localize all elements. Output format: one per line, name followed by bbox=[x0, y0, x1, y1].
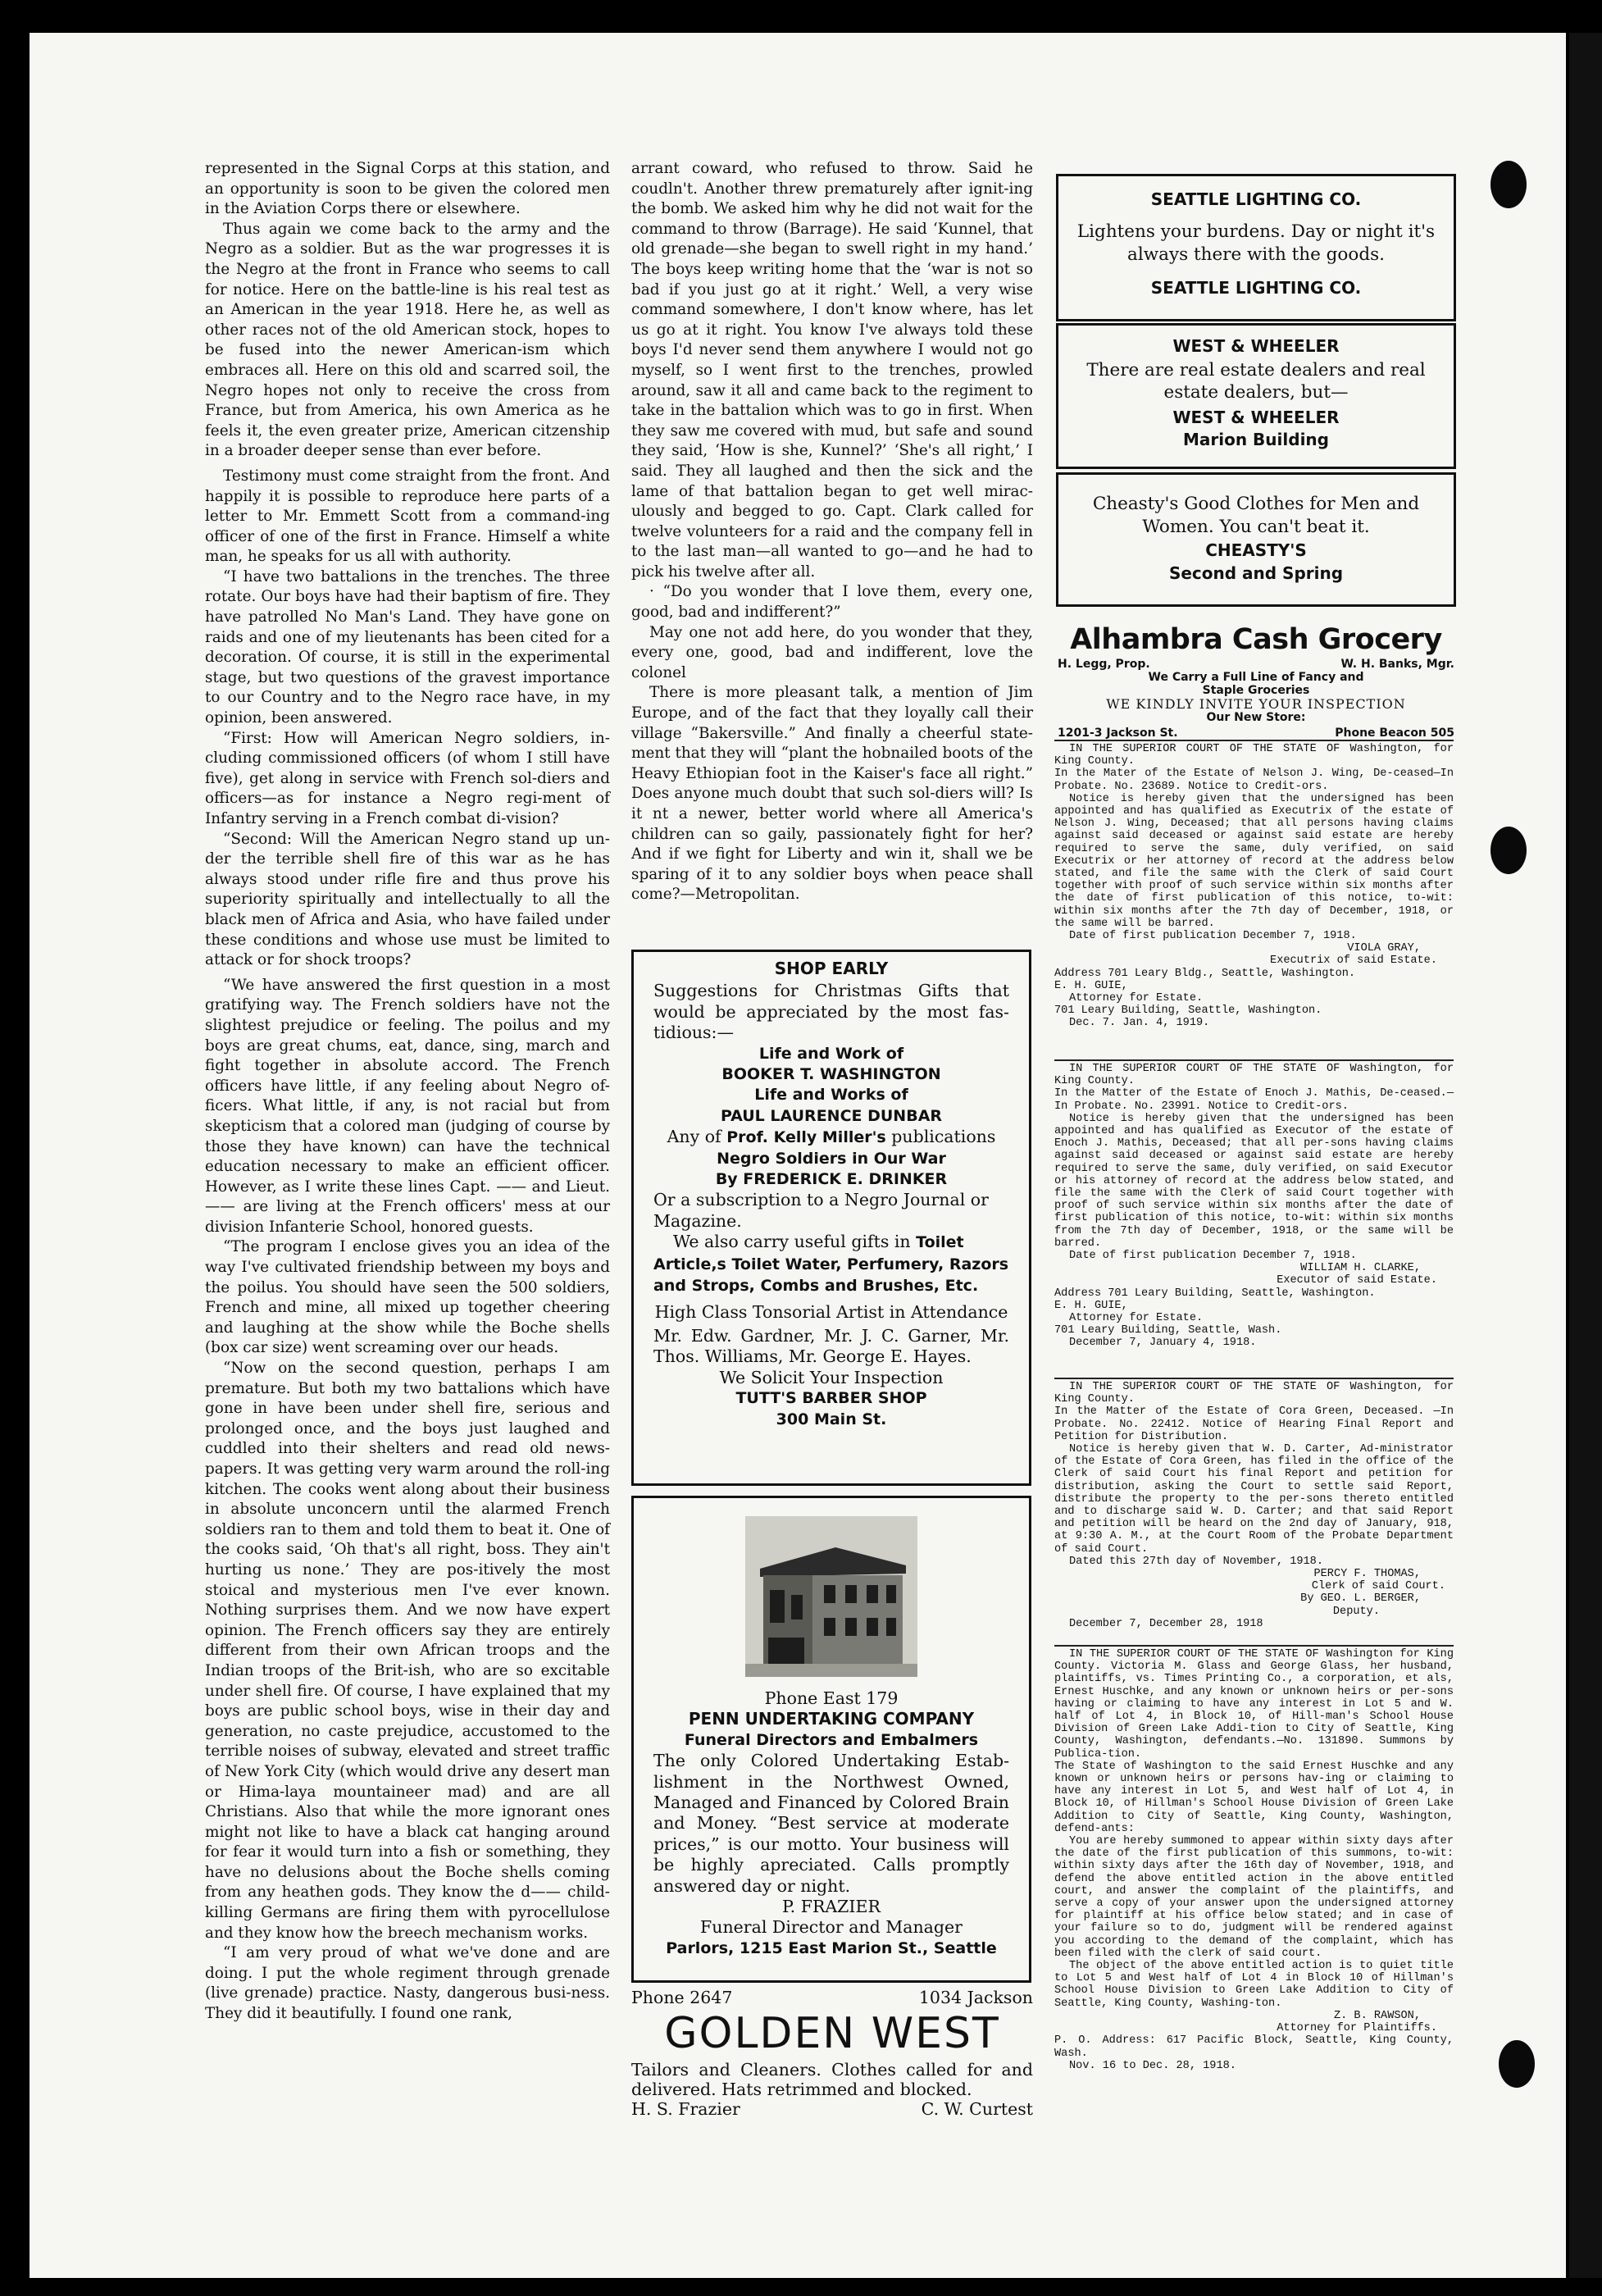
notice-by: By GEO. L. BERGER, bbox=[1300, 1592, 1421, 1606]
article-column-1 bbox=[205, 159, 610, 2025]
ad-text: We also carry useful gifts in bbox=[673, 1232, 911, 1252]
penn-subtitle: Funeral Directors and Embalmers bbox=[684, 1730, 979, 1749]
ad-body: Lightens your burdens. Day or night it's always there with the goods. bbox=[1076, 221, 1436, 265]
notice-address: P. O. Address: 617 Pacific Block, Seattle, King County, Wash. bbox=[1054, 2034, 1454, 2060]
store-address: 1201-3 Jackson St. bbox=[1058, 727, 1178, 740]
notice-dates: Nov. 16 to Dec. 28, 1918. bbox=[1069, 2059, 1236, 2072]
notice-signer: Z. B. RAWSON, bbox=[1333, 2009, 1421, 2022]
store-phone: Phone Beacon 505 bbox=[1335, 727, 1454, 740]
shop-name: TUTT'S BARBER SHOP bbox=[735, 1389, 927, 1408]
binding-hole bbox=[1490, 161, 1527, 208]
notice-attorney-address: 701 Leary Building, Seattle, Washington. bbox=[1054, 1004, 1322, 1018]
notice-heading: IN THE SUPERIOR COURT OF THE STATE OF Washington, for King County. bbox=[1054, 1381, 1454, 1406]
notice-attorney: E. H. GUIE, bbox=[1054, 1299, 1128, 1312]
owner-name: H. S. Frazier bbox=[631, 2099, 740, 2119]
divider bbox=[1054, 740, 1454, 741]
ad-footer: WEST & WHEELER bbox=[1172, 408, 1340, 427]
ad-title: SEATTLE LIGHTING CO. bbox=[1150, 189, 1362, 209]
article-column-2 bbox=[631, 159, 1033, 905]
article-paragraph: arrant coward, who refused to throw. Said he coudln't. Another threw prematurely after ignit-ing the bomb. We asked him why he did not wait for the command to throw (Barrage). He said ‘Kunnel, that old grenade—she began to swell right in my hand.’ The boys keep writing home that the ‘war is not so bad if you just go at it right.’ Well, a very wise command somewhere, I don't know where, has let us go at it right. You know I've always told these boys I'd never send them anywhere I would not go myself, so I went first to the trenches, prowled around, saw it all and came back to the regiment to take in the battalion which was to go in first. When they saw me covered with mud, but safe and sound they said, ‘How is she, Kunnel?’ ‘She's all right,’ I said. They all laughed and then the sick and the lame of that battalion began to get well mirac-ulously and begged to go. Capt. Clark called for twelve volunteers for a raid and the company fell in to the last man—all wanted to go—and he had to pick his twelve after all. bbox=[631, 160, 1033, 581]
building-illustration bbox=[745, 1516, 917, 1677]
penn-director-title: Funeral Director and Manager bbox=[700, 1917, 963, 1938]
proprietor: H. Legg, Prop. bbox=[1058, 658, 1150, 671]
notice-signer: PERCY F. THOMAS, bbox=[1313, 1568, 1421, 1581]
ad-line: Our New Store: bbox=[1206, 711, 1306, 724]
legal-notice-wing bbox=[1054, 743, 1454, 1030]
legal-notice-glass bbox=[1054, 1648, 1454, 2072]
ad-title: Alhambra Cash Grocery bbox=[1070, 623, 1442, 656]
golden-west-ad bbox=[631, 1988, 1033, 2119]
divider bbox=[1054, 1059, 1454, 1061]
golden-west-header bbox=[631, 1988, 1033, 2007]
notice-body: Notice is hereby given that W. D. Carter, Ad-ministrator of the Estate of Cora Green, has filed in the office of the Clerk of said Court his final Report and petition for distribution, asking the Court to settle said Report, distribute the property to the per-sons thereto entitled and to discharge said W. D. Carter; and that said Report and petition will be heard on the 2nd day of January, 918, at 9:30 A. M., at the Court Room of the Probate Department of said Court. bbox=[1054, 1443, 1454, 1556]
owner-name: C. W. Curtest bbox=[921, 2099, 1033, 2119]
book-title: Life and Work of bbox=[758, 1044, 904, 1063]
ad-body: There are real estate dealers and real estate dealers, but— bbox=[1086, 360, 1426, 403]
ad-line: We Carry a Full Line of Fancy and bbox=[1148, 671, 1364, 684]
ad-footer: Second and Spring bbox=[1168, 563, 1344, 583]
notice-date: Date of first publication December 7, 1918. bbox=[1069, 930, 1357, 943]
legal-notice-mathis bbox=[1054, 1063, 1454, 1350]
alhambra-staff bbox=[1058, 658, 1454, 671]
notice-role: Executor of said Estate. bbox=[1277, 1274, 1437, 1287]
ad-title: WEST & WHEELER bbox=[1172, 336, 1340, 356]
penn-name: PENN UNDERTAKING COMPANY bbox=[688, 1709, 975, 1729]
ad-body: Cheasty's Good Clothes for Men and Women. You can't beat it. bbox=[1092, 494, 1420, 537]
ad-text: We Solicit Your Inspection bbox=[719, 1367, 944, 1387]
notice-body: Notice is hereby given that the undersigned has been appointed and has qualified as Executor of the estate of Enoch J. Mathis, Deceased; that all per-sons having claims against said deceased or against said estate are hereby required to serve the same, duly verified, on said Executor or his attorney of record at the address below stated, and file the same with the Clerk of said Court together with proof of such service within six months after the date of first publication of this notice, to-wit: within six months from the 7th day of December, 1918, or the same will be barred. bbox=[1054, 1112, 1454, 1250]
notice-role: Clerk of said Court. bbox=[1311, 1580, 1445, 1593]
notice-role: Attorney for Plaintiffs. bbox=[1277, 2022, 1437, 2035]
funeral-home-photo bbox=[745, 1516, 917, 1677]
notice-body: You are hereby summoned to appear within sixty days after the date of the first publication of this summons, to-wit: within sixty days after the 16th day of November, 1918, and defend the above entitled action in the above entitled court, and answer the complaint of the plaintiffs, and serve a copy of your answer upon the undersigned attorney for plaintiff at his office below stated; and in case of your failure so to do, judgment will be rendered against you according to the demand of the complaint, which has been filed with the clerk of said court. bbox=[1054, 1835, 1454, 1960]
ad-line: Staple Groceries bbox=[1202, 684, 1310, 697]
tutts-barber-shop-ad bbox=[631, 950, 1031, 1486]
notice-object: The object of the above entitled action is to quiet title to Lot 5 and West half of Lot 4 in Block 10 of Hillman's School House Division to Green Lake Addition to City of Seattle, King County, Washing-ton. bbox=[1054, 1960, 1454, 2010]
article-paragraph: “I am very proud of what we've done and are doing. I put the whole regiment through grenade (live grenade) practice. Nasty, dangerous busi-ness. They did it beautifully. I found one rank, bbox=[205, 1944, 610, 2023]
book-title: PAUL LAURENCE DUNBAR bbox=[720, 1106, 943, 1125]
notice-heading: IN THE SUPERIOR COURT OF THE STATE OF Washington for King County. Victoria M. Glass and George Glass, her husband, plaintiffs, vs. Times Printing Co., a corporation, et als, Ernest Huschke, and any known or unknown heirs or per-sons having or claiming to have any interest in Lot 5 and W. half of Lot 4, in Block 10, of Hill-man's School House Division of Green Lake Addi-tion to City of Seattle, King County, Washington, defendants.—No. 131890. Summons by Publica-tion. bbox=[1054, 1648, 1454, 1761]
article-paragraph: Thus again we come back to the army and the Negro as a soldier. But as the war progresses it is the Negro at the front in France who seems to call for notice. Here on the battle-line is his real test as an American in the year 1918. Here he, as well as other races not of the old American stock, hopes to be fused into the newer American-ism which embraces all. Here on this old and scarred soil, the Negro hopes not only to receive the cross from France, but from America, his own America as he feels it, the even greater prize, American citzenship in a broader deeper sense than ever before. bbox=[205, 220, 610, 460]
notice-dates: December 7, January 4, 1918. bbox=[1069, 1337, 1257, 1350]
ad-text: Mr. Edw. Gardner, Mr. J. C. Garner, Mr. Thos. Williams, Mr. George E. Hayes. bbox=[653, 1325, 1009, 1367]
seattle-lighting-ad bbox=[1056, 174, 1456, 321]
notice-heading: IN THE SUPERIOR COURT OF THE STATE OF Washington, for King County. bbox=[1054, 743, 1454, 768]
article-paragraph: · “Do you wonder that I love them, every one, good, bad and indifferent?” bbox=[631, 583, 1033, 622]
book-title: Life and Works of bbox=[754, 1086, 908, 1105]
binding-hole bbox=[1490, 827, 1527, 874]
article-paragraph: “First: How will American Negro soldiers, in-cluding commissioned officers (of whom I still have five), get along in service with French sol-diers and officers—as for instance a Negro regi-ment of Infantry serving in a French combat di-vision? bbox=[205, 729, 610, 827]
ad-footer: SEATTLE LIGHTING CO. bbox=[1150, 278, 1362, 298]
notice-attorney-role: Attorney for Estate. bbox=[1069, 1312, 1204, 1325]
ad-footer: CHEASTY'S bbox=[1205, 540, 1307, 560]
article-paragraph: represented in the Signal Corps at this station, and an opportunity is soon to be given the colored men in the Aviation Corps there or elsewhere. bbox=[205, 160, 610, 218]
alhambra-grocery-ad bbox=[1058, 622, 1454, 742]
ad-line: WE KINDLY INVITE YOUR INSPECTION bbox=[1106, 696, 1406, 712]
penn-director: P. FRAZIER bbox=[782, 1897, 881, 1917]
notice-attorney-role: Attorney for Estate. bbox=[1069, 992, 1204, 1005]
notice-matter: In the Mater of the Estate of Nelson J. Wing, De-ceased—In Probate. No. 23689. Notice to Credit-ors. bbox=[1054, 768, 1454, 793]
ad-title: SHOP EARLY bbox=[774, 959, 889, 978]
article-paragraph: “Now on the second question, perhaps I am premature. But both my two battalions which have gone in have been under shell fire, serious and prolonged once, and the boys just laughed and cuddled into their shelters and read old news-papers. It was getting very warm around the roll-ing kitchen. The cooks went along about their business in absolute unconcern until the alarmed French soldiers ran to them and told them to beat it. One of the cooks said, ‘Oh that's all right, boss. They ain't hurting us none.’ They are pos-itively the most stoical and mysterious men I've ever known. Nothing surprises them. And we now have expert opinion. The French officers say they are entirely different from their own African troops and the Indian troops of the Brit-ish, who are so excitable under shell fire. Of course, I have explained that my boys are public school boys, wise in their day and generation, no caste prejudice, accustomed to the terrible noises of subway, elevated and street traffic of New York City (which would drive any desert man or Hima-laya mountaineer mad) and are all Christians. Also that while the more ignorant ones might not like to have a black cat hanging around for fear it would turn into a fish or something, they have no delusions about the Boche shells coming from any heathen gods. They know the d—— child-killing Germans are firing them with pyrocellulose and they know how the breech mechanism works. bbox=[205, 1360, 610, 1942]
notice-date: Dated this 27th day of November, 1918. bbox=[1069, 1555, 1323, 1568]
page-edge-shadow bbox=[1569, 33, 1602, 2278]
notice-signer: VIOLA GRAY, bbox=[1347, 942, 1421, 955]
golden-west-body: Tailors and Cleaners. Clothes called for and delivered. Hats retrimmed and blocked. bbox=[631, 2060, 1033, 2099]
divider bbox=[1054, 1378, 1454, 1379]
article-paragraph: There is more pleasant talk, a mention of Jim Europe, and of the fact that they loyally call their village “Bakersville.” And finally a cheerful state-ment that they will “plant the hobnailed boots of the Heavy Ethiopian foot in the Kaiser's face all right.” Does anyone much doubt that such sol-diers will? Is it nt a newer, better world where all America's children can so gaily, passionately fight for her? And if we fight for Liberty and win it, shall we be sparing of it to any soldier boys when peace shall come?—Metropolitan. bbox=[631, 684, 1033, 904]
divider bbox=[1054, 1645, 1454, 1647]
golden-west-phone: Phone 2647 bbox=[631, 1988, 733, 2007]
notice-dates: December 7, December 28, 1918 bbox=[1069, 1617, 1263, 1630]
article-paragraph: “I have two battalions in the trenches. The three rotate. Our boys have had their baptism of fire. They have patrolled No Man's Land. They have gone on raids and one of my lieutenants has been cited for a decoration. Of course, it is still in the experimental stage, but two questions of the gravest importance to our Country and to the Negro race have, in my opinion, been answered. bbox=[205, 567, 610, 727]
notice-signer: WILLIAM H. CLARKE, bbox=[1300, 1262, 1421, 1275]
article-paragraph: Testimony must come straight from the front. And happily it is possible to reproduce here parts of a letter to Mr. Emmett Scott from a command-ing officer of one of the first in France. Himself a white man, he speaks for us all with authority. bbox=[205, 467, 610, 566]
book-author: By FREDERICK E. DRINKER bbox=[715, 1170, 948, 1189]
notice-dates: Dec. 7. Jan. 4, 1919. bbox=[1069, 1017, 1210, 1030]
notice-matter: In the Matter of the Estate of Enoch J. Mathis, De-ceased.—In Probate. No. 23991. Notice to Credit-ors. bbox=[1054, 1087, 1454, 1113]
ad-text: Or a subscription to a Negro Journal or Magazine. bbox=[653, 1190, 989, 1231]
book-title: Negro Soldiers in Our War bbox=[717, 1149, 946, 1168]
notice-by-role: Deputy. bbox=[1332, 1605, 1380, 1618]
notice-attorney-address: 701 Leary Building, Seattle, Wash. bbox=[1054, 1324, 1282, 1337]
penn-address: Parlors, 1215 East Marion St., Seattle bbox=[666, 1938, 997, 1957]
binding-hole bbox=[1499, 2040, 1535, 2088]
golden-west-street: 1034 Jackson bbox=[918, 1988, 1033, 2007]
notice-state: The State of Washington to the said Ernest Huschke and any known or unknown heirs or persons hav-ing or claiming to have any interest in Lot 5, and West half of Lot 4, in Block 10, of Hillman's School House Division of Green Lake Addition to City of Seattle, King County, Washington, defend-ants: bbox=[1054, 1760, 1454, 1835]
notice-body: Notice is hereby given that the undersigned has been appointed and has qualified as Executrix of the estate of Nelson J. Wing, Deceased; that all persons having claims against said deceased or against said estate are hereby required to serve the same, duly verified, on said Executrix or her attorney of record at the address below stated, and file the same with the Clerk of said Court together with proof of such service within six months after the date of first publication of this notice, to-wit: within six months after the 7th day of December, 1918, or the same will be barred. bbox=[1054, 792, 1454, 930]
manager: W. H. Banks, Mgr. bbox=[1340, 658, 1454, 671]
legal-notice-green bbox=[1054, 1381, 1454, 1630]
golden-west-owners bbox=[631, 2099, 1033, 2119]
ad-text-bold: Prof. Kelly Miller's bbox=[726, 1128, 886, 1147]
notice-heading: IN THE SUPERIOR COURT OF THE STATE OF Washington, for King County. bbox=[1054, 1063, 1454, 1088]
article-paragraph: “The program I enclose gives you an idea of the way I've cultivated friendship between my boys and the poilus. You should have seen the 500 soldiers, French and mine, all mixed up together cheering and laughing at the show while the Boche shells (box car size) went screaming over our heads. bbox=[205, 1238, 610, 1357]
notice-role: Executrix of said Estate. bbox=[1270, 954, 1437, 968]
notice-address: Address 701 Leary Building, Seattle, Washington. bbox=[1054, 1287, 1376, 1300]
ad-text: High Class Tonsorial Artist in Attendance bbox=[654, 1301, 1008, 1322]
notice-attorney: E. H. GUIE, bbox=[1054, 979, 1128, 992]
penn-phone: Phone East 179 bbox=[764, 1688, 899, 1708]
ad-text: publications bbox=[891, 1127, 996, 1147]
penn-body: The only Colored Undertaking Estab-lishment in the Northwest Owned, Managed and Financed by Colored Brain and Money. “Best service at moderate prices,” is our motto. Your business will be highly apreciated. Calls promptly answered day or night. bbox=[653, 1751, 1009, 1896]
notice-matter: In the Matter of the Estate of Cora Green, Deceased. —In Probate. No. 22412. Notice of Hearing Final Report and Petition for Distribution. bbox=[1054, 1405, 1454, 1443]
notice-date: Date of first publication December 7, 1918. bbox=[1069, 1250, 1357, 1263]
book-title: BOOKER T. WASHINGTON bbox=[721, 1065, 941, 1084]
ad-intro: Suggestions for Christmas Gifts that would be appreciated by the most fas-tidious:— bbox=[653, 981, 1009, 1043]
west-wheeler-ad bbox=[1056, 323, 1456, 469]
article-paragraph: “We have answered the first question in a most gratifying way. The French soldiers have not the slightest prejudice or feeling. The poilus and my boys are great chums, eat, dance, sing, march and fight together in absolute accord. The French officers have little, if any feeling about Negro of-ficers. What little, if any, is not racial but from skepticism that a colored man (judging of course by those they have known) can have the technical education necessary to make an efficient officer. However, as I write these lines Capt. —— and Lieut. —— are living at the French officers' mess at our division Infanterie School, honored guests. bbox=[205, 976, 610, 1236]
gifts-line bbox=[653, 1232, 1009, 1296]
shop-address: 300 Main St. bbox=[776, 1410, 887, 1428]
golden-west-name: GOLDEN WEST bbox=[664, 2009, 1000, 2058]
ad-text: Any of bbox=[667, 1127, 721, 1147]
cheasty-ad bbox=[1056, 472, 1456, 607]
ad-text-bold: Toilet Article,s Toilet Water, Perfumery, Razors and Strops, Combs and Brushes, Etc. bbox=[653, 1233, 1009, 1296]
ad-footer: Marion Building bbox=[1183, 430, 1329, 449]
article-paragraph: “Second: Will the American Negro stand up un-der the terrible shell fire of this war as he has always stood under rifle fire and thus prove his superiority spiritually and intellectually to all the black men of Africa and Asia, who have failed under these conditions and whose use must be limited to attack or for shock troops? bbox=[205, 830, 610, 969]
penn-undertaking-ad bbox=[631, 1496, 1031, 1983]
notice-address: Address 701 Leary Bldg., Seattle, Washington. bbox=[1054, 967, 1356, 980]
article-paragraph: May one not add here, do you wonder that they, every one, good, bad and indifferent, love the colonel bbox=[631, 623, 1033, 681]
kelly-miller-line bbox=[653, 1127, 1009, 1148]
